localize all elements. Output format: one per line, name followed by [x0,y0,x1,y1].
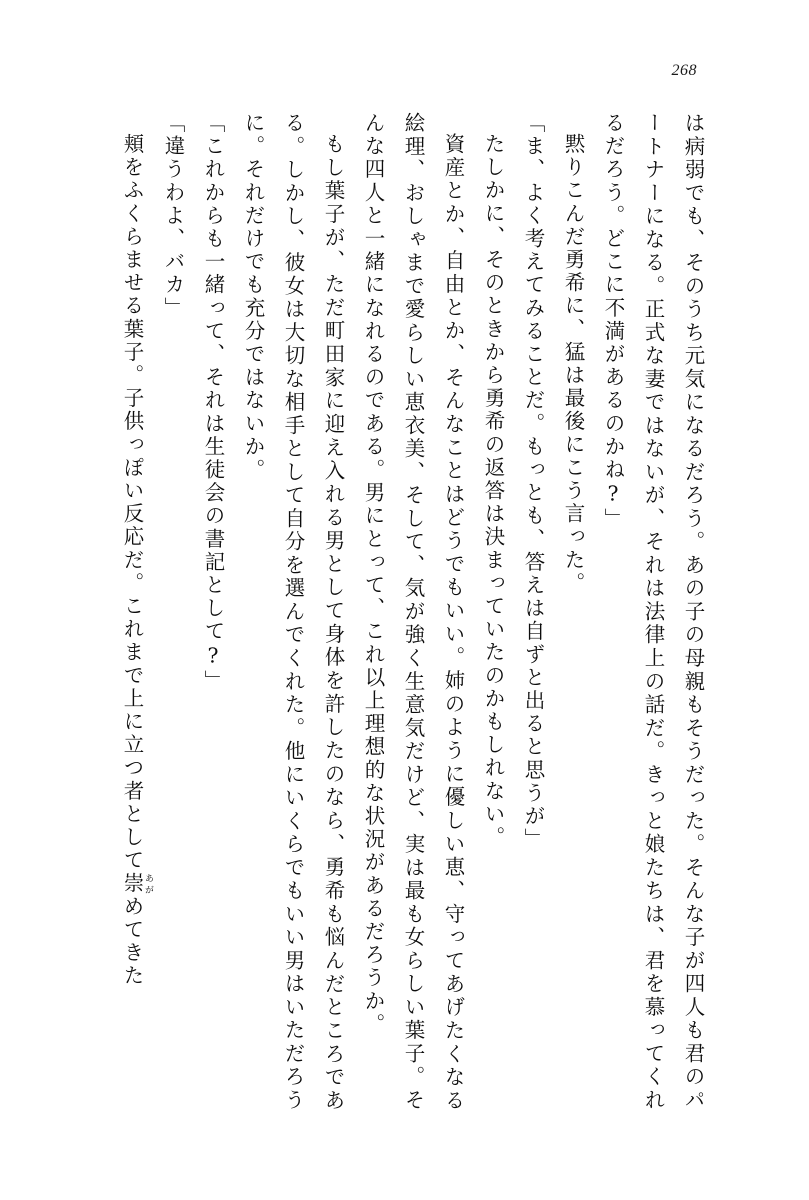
paragraph-6: もし葉子が、ただ町田家に迎え入れる男として身体を許したのなら、勇希も悩んだところである。しかし、彼女は大切な相手として自分を選んでくれた。他にいくらでもいい男はいただろうに。それだけでも充分ではないか。 [241,112,345,1112]
paragraph-3: 「ま、よく考えてみることだ。もっとも、答えは自ずと出ると思うが」 [521,112,545,852]
paragraph-9 [112,112,153,1112]
paragraph-1: は病弱でも、そのうち元気になるだろう。あの子の母親もそうだった。そんな子が四人も君のパートナーになる。正式な妻ではないが、それは法律上の話だ。きっと娘たちは、君を慕ってくれるだろう。どこに不満があるのかね?」 [601,112,705,1112]
paragraph-4: たしかに、そのときから勇希の返答は決まっていたのかもしれない。 [481,132,505,849]
paragraph-9-text: 頬をふくらませる葉子。子供っぽい反応だ。これまで上に立つ者として崇 あがめてきた [120,132,153,988]
page-text-body [96,112,713,1112]
paragraph-5: 資産とか、自由とか、そんなことはどうでもいい。姉のように優しい恵、守ってあげたくなる絵理、おしゃまで愛らしい恵衣美、そして、気が強く生意気だけど、実は最も女らしい葉子。そんな四人と一緒になれるのである。男にとって、これ以上理想的な状況があるだろうか。 [361,112,465,1112]
paragraph-7: 「これからも一緒って、それは生徒会の書記として?」 [201,112,225,693]
ruby-annotation: 崇 あが [120,871,153,895]
page-number: 268 [671,62,697,79]
paragraph-8: 「違うわよ、バカ」 [161,112,185,320]
paragraph-2: 黙りこんだ勇希に、猛は最後にこう言った。 [561,132,585,595]
